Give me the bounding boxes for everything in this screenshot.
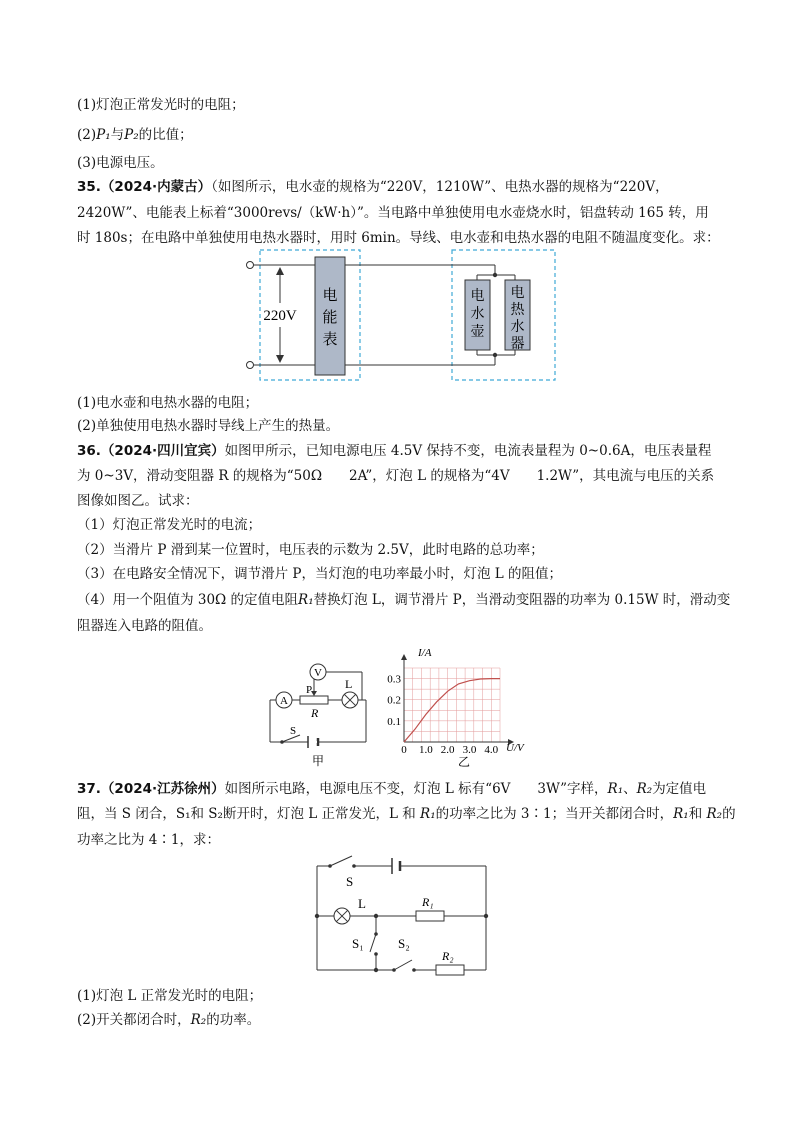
question-source: （2024·内蒙古） — [100, 179, 212, 195]
lamp-label: L — [345, 677, 353, 691]
q37-line-3: 功率之比为 4∶1，求： — [77, 832, 220, 848]
text: 的功率。 — [206, 1012, 261, 1028]
switch-s — [330, 856, 352, 866]
q35-line-2: 2420W”、电能表上标着“3000revs/（kW·h）”。当电路中单独使用电水壶烧水时，铝盘转动 165 转，用 — [77, 205, 709, 221]
question-source: （2024·江苏徐州） — [100, 781, 225, 797]
rheostat-label: R — [311, 706, 319, 720]
x-tick-label: 1.0 — [418, 744, 433, 756]
symbol-r1: R₁ — [673, 806, 689, 822]
symbol-r1: R₁ — [420, 806, 436, 822]
switch-s1-label: S₁ — [352, 936, 364, 951]
q35-sub-2: (2)单独使用电热水器时导线上产生的热量。 — [77, 418, 340, 434]
question-part-1: (1)灯泡正常发光时的电阻； — [77, 97, 245, 113]
voltage-label: 220V — [263, 308, 297, 324]
q36-line-1 — [77, 441, 711, 461]
symbol-p2: P₂ — [124, 127, 139, 143]
figure-caption-yi: 乙 — [457, 755, 471, 768]
q36-circuit-figure — [262, 658, 374, 768]
resistor-r1-label: R₁ — [422, 895, 434, 909]
x-tick-label: 4.0 — [484, 744, 499, 756]
x-axis-label: U/V — [506, 742, 524, 754]
x-tick-label: 3.0 — [462, 744, 477, 756]
question-part-2 — [77, 125, 193, 145]
switch-s2-label: S₂ — [398, 936, 410, 951]
voltmeter-label: V — [314, 667, 322, 679]
q36-sub-4-cont: 阻器连入电路的阻值。 — [77, 618, 212, 634]
y-tick-label: 0.2 — [387, 694, 401, 707]
q37-line-2 — [77, 804, 736, 824]
resistor-r1 — [416, 911, 444, 921]
question-part-3: (3)电源电压。 — [77, 155, 164, 171]
symbol-r2: R₂ — [190, 1012, 207, 1028]
switch-s2 — [394, 960, 412, 970]
q36-sub-3: （3）在电路安全情况下，调节滑片 P，当灯泡的电功率最小时，灯泡 L 的阻值； — [77, 566, 563, 582]
q36-sub-2: （2）当滑片 P 滑到某一位置时，电压表的示数为 2.5V，此时电路的总功率； — [77, 542, 544, 558]
q37-line-1 — [77, 779, 706, 799]
energy-meter-label: 电能表 — [322, 286, 338, 348]
text: 的 — [722, 806, 736, 822]
switch-s-label: S — [346, 874, 354, 889]
text: 、 — [623, 781, 637, 797]
rheostat — [300, 696, 328, 704]
ammeter-label: A — [280, 695, 288, 707]
figure-caption-jia: 甲 — [311, 754, 325, 768]
text: （4）用一个阻值为 30Ω 的定值电阻 — [77, 592, 299, 608]
text: 为定值电 — [652, 781, 707, 797]
y-axis-label: I/A — [418, 647, 432, 659]
symbol-r2: R₂ — [706, 806, 723, 822]
q36-sub-1: （1）灯泡正常发光时的电流； — [77, 517, 262, 533]
symbol-p1: P₁ — [96, 127, 111, 143]
switch-s1 — [370, 934, 376, 952]
q36-line-2: 为 0~3V，滑动变阻器 R 的规格为“50Ω 2A”，灯泡 L 的规格为“4V 1.2W”，其电流与电压的关系 — [77, 468, 715, 484]
switch-label: S — [290, 725, 297, 737]
slider-label: P — [306, 684, 313, 696]
q37-sub-2 — [77, 1010, 260, 1030]
text: 的比值； — [138, 127, 193, 143]
water-heater-label: 电热水器 — [510, 285, 525, 352]
q35-line-3: 时 180s；在电路中单独使用电热水器时，用时 6min。导线、电水壶和电热水器的电阻不随温度变化。求： — [77, 230, 720, 246]
question-number: 35. — [77, 179, 101, 195]
terminal-bottom — [247, 362, 254, 369]
question-number: 37. — [77, 781, 101, 797]
symbol-r1: R₁ — [607, 781, 624, 797]
text: 如图所示电路，电源电压不变，灯泡 L 标有“6V 3W”字样， — [224, 781, 608, 797]
question-source: （2024·四川宜宾） — [100, 443, 225, 459]
x-tick-label: 2.0 — [440, 744, 455, 756]
resistor-r2-label: R₂ — [442, 949, 454, 963]
text: （如图所示，电水壶的规格为“220V，1210W”、电热水器的规格为“220V， — [211, 179, 669, 195]
terminal-top — [247, 262, 254, 269]
question-number: 36. — [77, 443, 101, 459]
text: (2)开关都闭合时， — [77, 1012, 191, 1028]
symbol-r1: R₁ — [298, 592, 314, 608]
electric-kettle-label: 电水壶 — [470, 288, 485, 340]
q37-sub-1: (1)灯泡 L 正常发光时的电阻； — [77, 988, 263, 1004]
x-tick-label: 0 — [401, 744, 407, 756]
text: 如图甲所示，已知电源电压 4.5V 保持不变，电流表量程为 0~0.6A，电压表量程 — [224, 443, 712, 459]
iv-chart — [378, 642, 538, 768]
text: 和 — [688, 806, 707, 822]
y-tick-label: 0.3 — [387, 673, 401, 686]
text: 的功率之比为 3∶1；当开关都闭合时， — [435, 806, 674, 822]
q35-sub-1: (1)电水壶和电热水器的电阻； — [77, 395, 259, 411]
part-label: (2) — [77, 127, 97, 143]
y-axis-arrow — [401, 654, 407, 660]
q35-line-1 — [77, 177, 669, 197]
resistor-r2 — [436, 965, 464, 975]
lamp-l-label: L — [358, 896, 366, 911]
text: 阻，当 S 闭合，S₁和 S₂断开时，灯泡 L 正常发光，L 和 — [77, 806, 421, 822]
q37-circuit-figure — [310, 850, 495, 978]
y-tick-label: 0.1 — [387, 715, 401, 728]
q36-line-3: 图像如图乙。试求： — [77, 493, 199, 509]
text: 与 — [110, 127, 125, 143]
q35-circuit-figure — [240, 245, 570, 385]
symbol-r2: R₂ — [636, 781, 653, 797]
q36-sub-4 — [77, 590, 730, 610]
text: 替换灯泡 L，调节滑片 P，当滑动变阻器的功率为 0.15W 时，滑动变 — [313, 592, 731, 608]
